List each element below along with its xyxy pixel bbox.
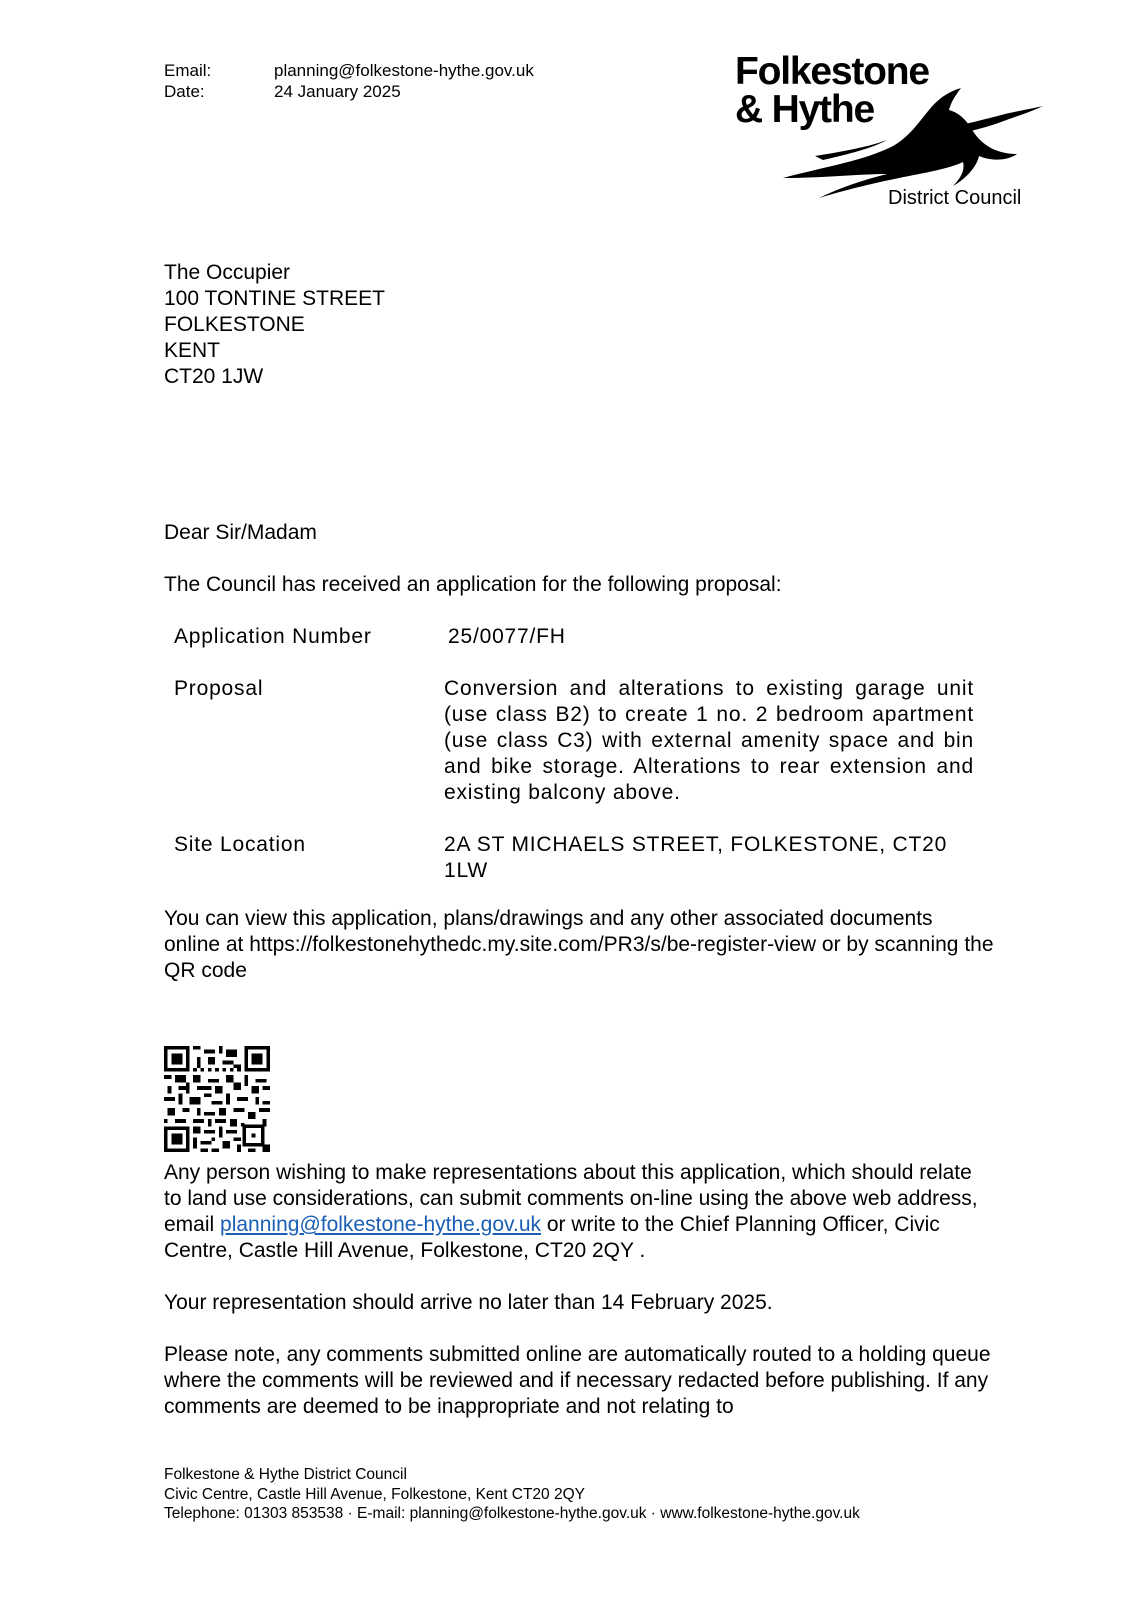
email-row — [164, 60, 534, 81]
intro-paragraph: The Council has received an application for the following proposal: — [164, 573, 782, 596]
logo-line-2: & Hythe — [735, 88, 874, 131]
date-row — [164, 81, 534, 102]
detail-value: Conversion and alterations to existing garage unit (use class B2) to create 1 no. 2 bedroom apartment (use class C3) with external amenity space and bin and bike storage. Alterations to rear extension and existing balcony above. — [444, 677, 974, 804]
date-value: 24 January 2025 — [274, 82, 401, 101]
logo-line-3: District Council — [888, 187, 1022, 209]
footer-line-1: Folkestone & Hythe District Council — [164, 1466, 407, 1483]
letter-meta — [164, 60, 534, 102]
qr-code[interactable] — [164, 1046, 270, 1152]
detail-label: Proposal — [174, 677, 264, 700]
recipient-address — [164, 260, 385, 390]
footer-line-3: Telephone: 01303 853538 · E-mail: planning@folkestone-hythe.gov.uk · www.folkestone-hythe.gov.uk — [164, 1505, 860, 1522]
address-line: The Occupier — [164, 261, 291, 284]
footer-line-2: Civic Centre, Castle Hill Avenue, Folkestone, Kent CT20 2QY — [164, 1485, 585, 1503]
detail-row-proposal — [174, 676, 974, 806]
salutation: Dear Sir/Madam — [164, 521, 317, 544]
planning-email-link[interactable]: planning@folkestone-hythe.gov.uk — [220, 1213, 541, 1236]
address-line: CT20 1JW — [164, 365, 264, 388]
application-details — [174, 624, 974, 910]
detail-row-application-number — [174, 624, 974, 650]
detail-value: 25/0077/FH — [448, 625, 566, 648]
detail-label: Site Location — [174, 833, 306, 856]
logo-line-1: Folkestone — [735, 50, 929, 93]
address-line: FOLKESTONE — [164, 313, 305, 336]
detail-row-site-location — [174, 832, 974, 884]
email-label: Email: — [164, 61, 212, 80]
representation-paragraph — [164, 1160, 994, 1264]
email-value: planning@folkestone-hythe.gov.uk — [274, 61, 534, 80]
representation-text-2: or write to the Chief Planning Officer, Civic Centre, Castle Hill Avenue, Folkestone, CT20 2QY . — [164, 1213, 940, 1262]
council-logo — [735, 52, 1045, 214]
address-line: 100 TONTINE STREET — [164, 287, 385, 310]
note-paragraph: Please note, any comments submitted online are automatically routed to a holding queue where the comments will be reviewed and if necessary redacted before publishing. If any comments are deemed to be inappropriate and not relating to — [164, 1343, 991, 1418]
letter-footer — [164, 1465, 860, 1524]
address-line: KENT — [164, 339, 221, 362]
detail-value: 2A ST MICHAELS STREET, FOLKESTONE, CT20 1LW — [444, 833, 948, 882]
deadline-paragraph: Your representation should arrive no later than 14 February 2025. — [164, 1291, 773, 1314]
view-application-paragraph: You can view this application, plans/drawings and any other associated documents online at https://folkestonehythedc.my.site.com/PR3/s/be-register-view or by scanning the QR code — [164, 907, 994, 982]
representation-text-1: Any person wishing to make representations about this application, which should relate to land use considerations, can submit comments on-line using the above web address, email — [164, 1161, 978, 1236]
date-label: Date: — [164, 82, 205, 101]
detail-label: Application Number — [174, 625, 372, 648]
